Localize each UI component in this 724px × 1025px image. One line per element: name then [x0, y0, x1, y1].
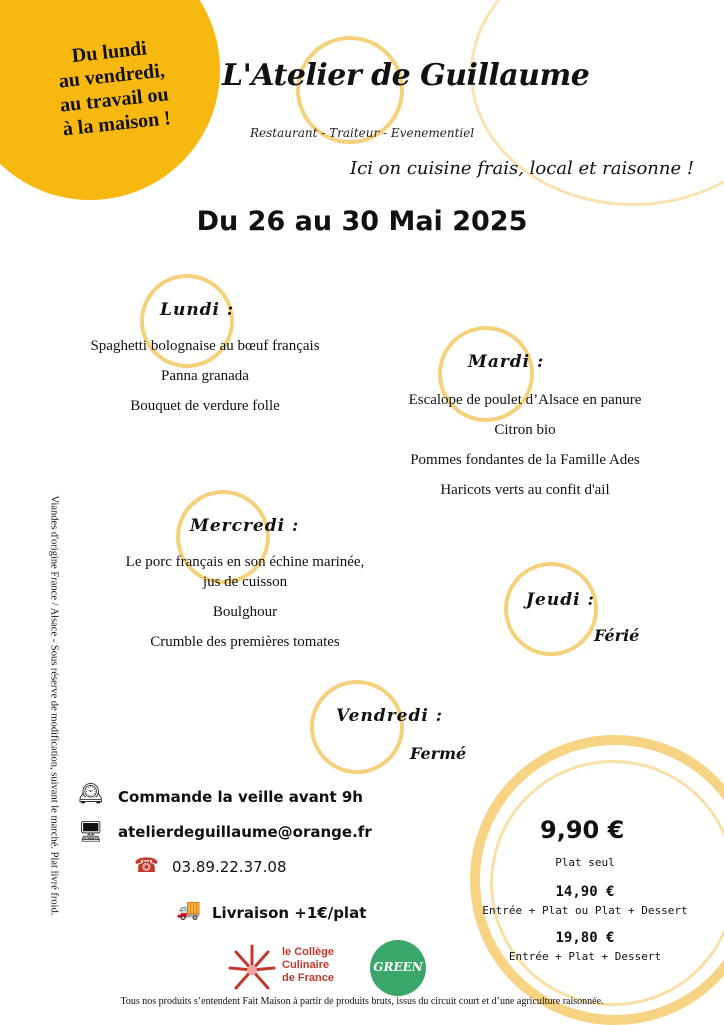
dish: Haricots verts au confit d'ail — [440, 482, 610, 498]
decorative-ring — [310, 680, 404, 774]
mardi-dishes — [360, 390, 690, 500]
mercredi-dishes — [80, 552, 410, 652]
day-heading-vendredi: Vendredi : — [336, 706, 444, 726]
brand-slogan: Ici on cuisine frais, local et raisonne ! — [350, 158, 695, 179]
price-full: 19,80 € — [555, 930, 615, 946]
dish: jus de cuisson — [202, 574, 288, 590]
clock-icon: 🕰 — [78, 781, 104, 805]
green-logo — [368, 940, 432, 996]
price-mid: 14,90 € — [555, 884, 615, 900]
dish: Citron bio — [494, 422, 556, 438]
telephone-icon: ☎ — [134, 853, 159, 877]
dish: Le porc français en son échine marinée, — [125, 554, 365, 570]
day-heading-mardi: Mardi : — [468, 352, 545, 372]
computer-icon: 🖥 — [78, 819, 104, 843]
order-deadline: Commande la veille avant 9h — [118, 788, 363, 806]
delivery-info: Livraison +1€/plat — [212, 904, 367, 922]
college-logo-line: le Collège — [282, 946, 334, 958]
day-heading-jeudi: Jeudi : — [526, 590, 595, 610]
college-logo-mark — [228, 940, 276, 996]
badge-line: au vendredi, — [57, 59, 166, 93]
dish: Boulghour — [212, 604, 278, 620]
footer-note: Tous nos produits s’entendent Fait Maison à partir de produits bruts, issus du circuit court et d’une agriculture raisonnée. — [120, 996, 604, 1007]
dish: Pommes fondantes de la Famille Ades — [410, 452, 640, 468]
decorative-ring — [490, 760, 724, 1006]
side-note: Viandes d'origine France / Alsace - Sous réserve de modification, suivant le marché. Plat livré froid. — [48, 495, 60, 916]
college-logo-line: Culinaire — [282, 959, 330, 971]
price-full-label: Entrée + Plat + Dessert — [508, 950, 662, 963]
dish: Bouquet de verdure folle — [130, 398, 280, 414]
day-heading-mercredi: Mercredi : — [190, 516, 300, 536]
vendredi-note: Fermé — [410, 744, 467, 763]
day-heading-lundi: Lundi : — [160, 300, 235, 320]
dish: Panna granada — [161, 368, 249, 384]
green-logo-text: GREEN — [373, 960, 423, 974]
lundi-dishes — [40, 336, 370, 416]
price-main: 9,90 € — [540, 816, 625, 844]
brand-tagline: Restaurant - Traiteur - Evenementiel — [250, 126, 475, 140]
college-logo-text — [282, 946, 334, 985]
badge-text — [23, 31, 202, 144]
dish: Spaghetti bolognaise au bœuf français — [90, 338, 320, 354]
college-culinaire-logo — [228, 940, 346, 996]
college-logo-line: de France — [282, 972, 334, 984]
badge-line: à la maison ! — [61, 107, 172, 141]
phone-number[interactable]: 03.89.22.37.08 — [172, 858, 287, 876]
delivery-truck-icon: 🚚 — [176, 897, 201, 921]
dish: Crumble des premières tomates — [150, 634, 340, 650]
jeudi-note: Férié — [594, 626, 640, 645]
badge-line: Du lundi — [70, 37, 148, 68]
price-main-label: Plat seul — [555, 856, 615, 869]
page-title: Du 26 au 30 Mai 2025 — [196, 206, 528, 237]
email-link[interactable]: atelierdeguillaume@orange.fr — [118, 823, 372, 841]
brand-name: L'Atelier de Guillaume — [222, 58, 590, 93]
price-mid-label: Entrée + Plat ou Plat + Dessert — [482, 904, 688, 917]
badge-line: au travail ou — [58, 83, 170, 117]
dish: Escalope de poulet d’Alsace en panure — [408, 392, 642, 408]
